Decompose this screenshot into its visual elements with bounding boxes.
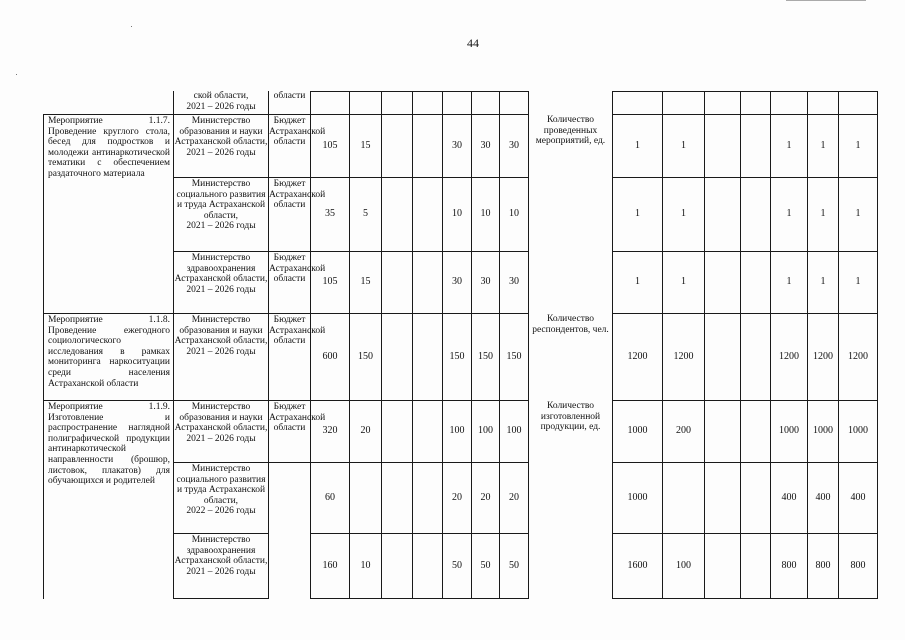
indicator-value-i2027: 1 [838,251,878,314]
scan-speck [131,26,132,27]
scan-speck [16,74,17,75]
indicator-value-i2024 [740,114,771,178]
amount-cell-y2024: 100 [442,400,472,463]
amount-cell-y2021: 15 [349,251,382,314]
indicator-value-i2025: 1 [770,114,808,178]
indicator-name-cell: Количество изготовленной продукции, ед. [540,401,601,433]
indicator-value-cell [807,91,839,115]
executor-cell: Министерство образования и науки Астраханской области, 2021 – 2026 годы [173,114,269,178]
executor-cell: Министерство здравоохранения Астраханской области, 2021 – 2026 годы [173,251,269,314]
indicator-value-i2026: 1 [807,114,839,178]
amount-cell-y2023 [412,313,443,401]
page-number: 44 [467,36,479,50]
amount-cell [442,91,472,115]
indicator-value-i2023 [704,400,741,463]
activity-title-cell: Мероприятие 1.1.9. Изготовление и распространение наглядной полиграфической продукции антинаркотической направленности (брошюр, листовок, плакатов) для обучающихся и родителей [43,400,174,599]
indicator-column-rule [528,114,529,598]
amount-cell-total: 160 [310,533,350,599]
amount-cell [349,91,382,115]
amount-cell-y2025: 100 [471,400,500,463]
indicator-value-i2025: 400 [770,462,808,534]
funding-source-cell-empty [268,462,311,534]
funding-source-cell: Бюджет Астраханской области [268,251,311,314]
funding-source-cell: Бюджет Астраханской области [268,114,311,178]
scan-edge-mark [786,0,866,1]
amount-cell-y2024: 150 [442,313,472,401]
indicator-value-i2022: 1 [662,114,705,178]
indicator-value-i2023 [704,313,741,401]
amount-cell-y2026: 30 [499,251,529,314]
indicator-value-i2025: 1 [770,251,808,314]
amount-cell [310,91,350,115]
amount-cell-y2025: 10 [471,177,500,252]
amount-cell-y2024: 50 [442,533,472,599]
funding-source-cell: Бюджет Астраханской области [268,400,311,463]
indicator-value-i2026: 1 [807,251,839,314]
amount-cell-y2024: 30 [442,251,472,314]
indicator-value-i2024 [740,533,771,599]
activity-title-cell: Мероприятие 1.1.8. Проведение ежегодного социологического исследования в рамках мониторинга наркоситуации среди населения Астраханской области [43,313,174,401]
indicator-value-i2027: 800 [838,533,878,599]
indicator-value-cell [612,91,663,115]
indicator-value-cell [838,91,878,115]
amount-cell [499,91,529,115]
amount-cell-y2023 [412,251,443,314]
amount-cell-y2022 [381,251,413,314]
indicator-value-i2024 [740,462,771,534]
indicator-value-i2022: 1200 [662,313,705,401]
indicator-name-cell: Количество респондентов, чел. [532,314,609,335]
amount-cell-y2024: 10 [442,177,472,252]
indicator-value-i2021: 1000 [612,400,663,463]
indicator-value-i2021: 1600 [612,533,663,599]
executor-cell: Министерство образования и науки Астраханской области, 2021 – 2026 годы [173,400,269,463]
amount-cell-y2022 [381,177,413,252]
amount-cell [381,91,413,115]
indicator-value-i2021: 1200 [612,313,663,401]
indicator-value-i2026: 1 [807,177,839,252]
indicator-value-i2027: 1200 [838,313,878,401]
indicator-value-i2024 [740,177,771,252]
amount-cell-total: 600 [310,313,350,401]
indicator-cell-continued [528,91,613,115]
indicator-value-cell [662,91,705,115]
activity-cell-continued [43,91,174,115]
amount-cell-total: 35 [310,177,350,252]
indicator-value-i2026: 800 [807,533,839,599]
indicator-name-cell: Количество проведенных мероприятий, ед. [535,115,606,147]
amount-cell-y2023 [412,533,443,599]
indicator-value-i2025: 1200 [770,313,808,401]
executor-cell: Министерство социального развития и труда Астраханской области, 2022 – 2026 годы [173,462,269,534]
amount-cell-y2021: 10 [349,533,382,599]
amount-cell-y2021 [349,462,382,534]
indicator-value-i2023 [704,533,741,599]
amount-cell-y2026: 50 [499,533,529,599]
indicator-value-i2027: 1 [838,114,878,178]
amount-cell-y2023 [412,114,443,178]
indicator-value-cell [770,91,808,115]
indicator-value-i2023 [704,177,741,252]
indicator-value-i2026: 1000 [807,400,839,463]
amount-cell-y2021: 15 [349,114,382,178]
amount-cell-y2022 [381,400,413,463]
amount-cell-y2022 [381,114,413,178]
amount-cell-y2022 [381,462,413,534]
amount-cell-y2023 [412,400,443,463]
indicator-value-i2025: 1 [770,177,808,252]
amount-cell-y2026: 30 [499,114,529,178]
amount-cell-y2021: 20 [349,400,382,463]
executor-cell: Министерство здравоохранения Астраханской области, 2021 – 2026 годы [173,533,269,599]
amount-cell-y2025: 150 [471,313,500,401]
amount-cell-y2025: 30 [471,114,500,178]
amount-cell-y2026: 10 [499,177,529,252]
amount-cell-y2023 [412,177,443,252]
funding-source-cell-empty [268,533,311,599]
funding-source-cell: Бюджет Астраханской области [268,177,311,252]
executor-cell: Министерство социального развития и труда Астраханской области, 2021 – 2026 годы [173,177,269,252]
indicator-value-i2024 [740,251,771,314]
indicator-value-i2023 [704,114,741,178]
indicator-value-i2024 [740,400,771,463]
amount-cell-y2022 [381,533,413,599]
indicator-value-i2027: 1000 [838,400,878,463]
indicator-value-i2024 [740,313,771,401]
indicator-value-i2026: 1200 [807,313,839,401]
amount-cell-y2026: 100 [499,400,529,463]
indicator-value-i2022: 1 [662,251,705,314]
indicator-value-i2022: 200 [662,400,705,463]
amount-cell-y2025: 50 [471,533,500,599]
activity-title-cell: Мероприятие 1.1.7. Проведение круглого стола, бесед для подростков и молодежи антинаркотической тематики с обеспечением раздаточного материала [43,114,174,314]
indicator-value-i2022: 100 [662,533,705,599]
amount-cell-total: 60 [310,462,350,534]
indicator-value-i2022: 1 [662,177,705,252]
amount-cell-y2021: 5 [349,177,382,252]
amount-cell-y2024: 30 [442,114,472,178]
indicator-value-i2023 [704,251,741,314]
amount-cell-total: 105 [310,114,350,178]
indicator-value-i2021: 1 [612,114,663,178]
source-cell-continued: области [268,91,311,115]
amount-cell-y2022 [381,313,413,401]
indicator-value-i2027: 1 [838,177,878,252]
indicator-value-i2027: 400 [838,462,878,534]
amount-cell-y2026: 20 [499,462,529,534]
executor-cell: Министерство образования и науки Астраханской области, 2021 – 2026 годы [173,313,269,401]
funding-source-cell: Бюджет Астраханской области [268,313,311,401]
indicator-value-i2021: 1000 [612,462,663,534]
amount-cell [471,91,500,115]
indicator-value-i2021: 1 [612,251,663,314]
amount-cell-total: 105 [310,251,350,314]
indicator-value-i2026: 400 [807,462,839,534]
amount-cell-y2025: 30 [471,251,500,314]
indicator-value-cell [740,91,771,115]
indicator-value-i2025: 800 [770,533,808,599]
amount-cell-y2026: 150 [499,313,529,401]
executor-cell-continued: ской области, 2021 – 2026 годы [173,91,269,115]
indicator-value-i2023 [704,462,741,534]
amount-cell [412,91,443,115]
amount-cell-total: 320 [310,400,350,463]
amount-cell-y2023 [412,462,443,534]
indicator-value-cell [704,91,741,115]
indicator-value-i2021: 1 [612,177,663,252]
amount-cell-y2024: 20 [442,462,472,534]
amount-cell-y2025: 20 [471,462,500,534]
indicator-value-i2022 [662,462,705,534]
amount-cell-y2021: 150 [349,313,382,401]
indicator-value-i2025: 1000 [770,400,808,463]
